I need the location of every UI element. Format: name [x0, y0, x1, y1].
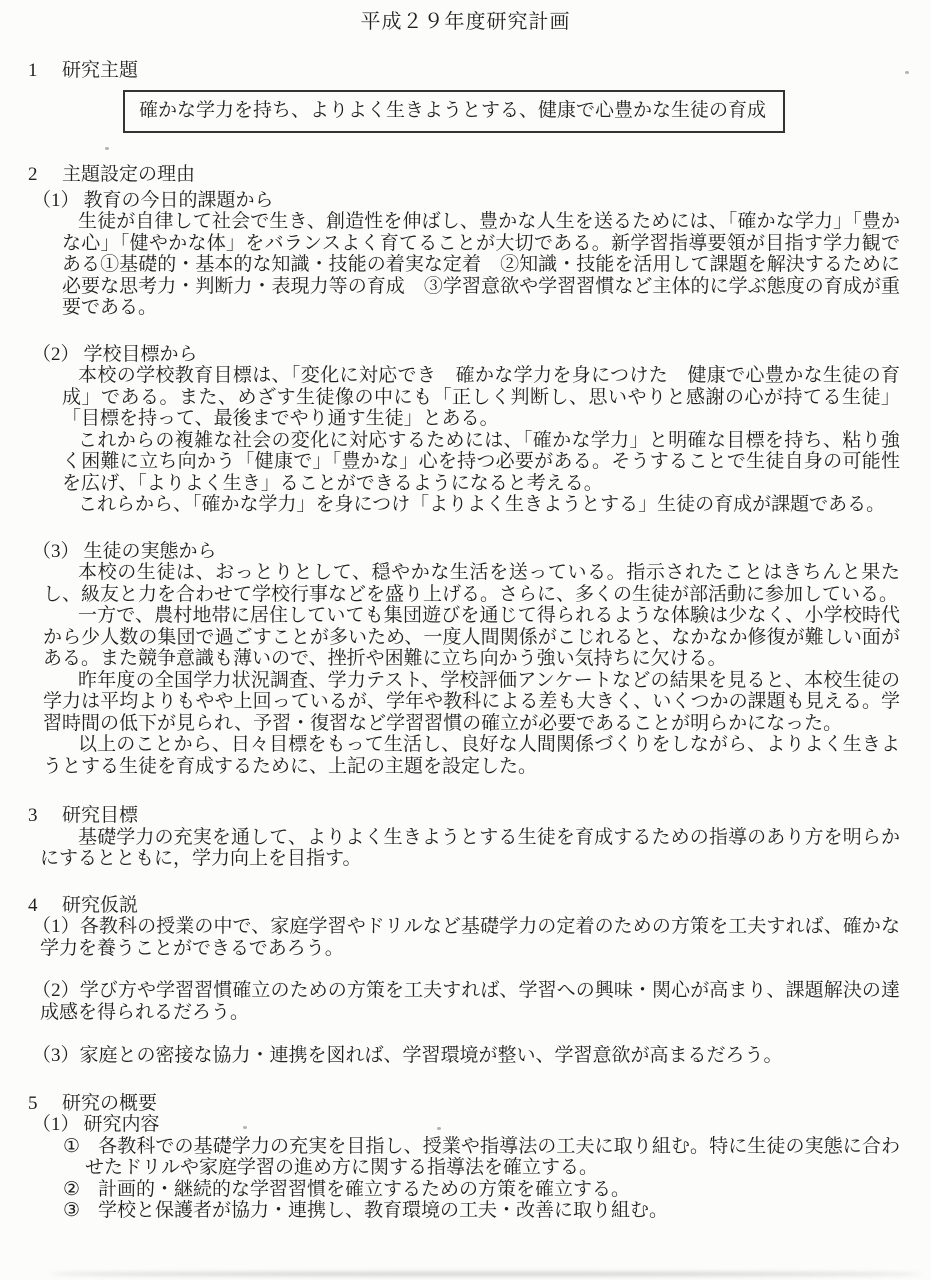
- section-3-heading: [28, 805, 931, 827]
- list-item-3-text: 学校と保護者が協力・連携し、教育環境の工夫・改善に取り組む。: [98, 1200, 669, 1221]
- paragraph: これからの複雑な社会の変化に対応するためには、「確かな学力」と明確な目標を持ち、粘り強く困難に立ち向かう「健康で」「豊かな」心を持つ必要がある。そうすることで生徒自身の可能性を広げ、「よりよく生き」ることができるようになると考える。: [62, 429, 900, 494]
- section-3-number: 3: [28, 805, 38, 826]
- hypothesis-2-label: （2）: [32, 980, 80, 1001]
- paragraph: 本校の学校教育目標は、「変化に対応でき 確かな学力を身につけた 健康で心豊かな生徒の育成」である。また、めざす生徒像の中にも「正しく判断し、思いやりと感謝の心が持てる生徒」「目標を持って、最後までやり通す生徒」とある。: [62, 365, 900, 429]
- section-1-title: 研究主題: [62, 60, 139, 81]
- subsection-2-2-label: （2）: [32, 343, 80, 365]
- paragraph: 基礎学力の充実を通して、よりよく生きようとする生徒を育成するための指導のあり方を明らかにするとともに，学力向上を目指す。: [40, 826, 900, 869]
- section-4-number: 4: [28, 894, 38, 916]
- subsection-2-2-title: 学校目標から: [83, 343, 198, 365]
- research-theme-text: 確かな学力を持ち、よりよく生きようとする、健康で心豊かな生徒の育成: [139, 99, 767, 121]
- hypothesis-1-text: 各教科の授業の中で、家庭学習やドリルなど基礎学力の定着のための方策を工夫すれば、確かな学力を養うことができるであろう。: [40, 916, 900, 959]
- subsection-2-1-heading: [32, 190, 931, 212]
- list-item-1-text: 各教科での基礎学力の充実を目指し、授業や指導法の工夫に取り組む。特に生徒の実態に合わせたドリルや家庭学習の進め方に関する指導法を確立する。: [85, 1135, 900, 1178]
- scan-smudge-artifact: [50, 1272, 921, 1276]
- subsection-2-1-title: 教育の今日的課題から: [83, 189, 274, 211]
- hypothesis-1-label: （1）: [32, 916, 80, 937]
- scan-speck-artifact: [105, 147, 109, 150]
- research-theme-box: [123, 90, 785, 134]
- list-item-1-marker: ①: [63, 1135, 81, 1157]
- section-2-number: 2: [28, 164, 38, 185]
- hypothesis-item: [32, 916, 900, 959]
- section-4-heading: [28, 895, 931, 917]
- section-2-title: 主題設定の理由: [62, 164, 196, 185]
- subsection-2-3-title: 生徒の実態から: [83, 540, 217, 562]
- section-5-number: 5: [28, 1092, 38, 1114]
- hypothesis-item: [32, 1045, 900, 1067]
- subsection-5-1-title: 研究内容: [83, 1114, 160, 1135]
- section-5-heading: [28, 1093, 931, 1115]
- hypothesis-2-text: 学び方や学習習慣確立のための方策を工夫すれば、学習への興味・関心が高まり、課題解決の達成感を得られるだろう。: [40, 980, 900, 1023]
- section-1-number: 1: [28, 60, 38, 81]
- scan-speck-artifact: [437, 1127, 441, 1130]
- hypothesis-3-text: 家庭との密接な協力・連携を図れば、学習環境が整い、学習意欲が高まるだろう。: [79, 1045, 783, 1066]
- subsection-2-3-label: （3）: [32, 540, 80, 562]
- scan-speck-artifact: [905, 71, 909, 74]
- section-2-heading: [28, 164, 931, 186]
- section-3-title: 研究目標: [62, 805, 139, 826]
- paragraph: 本校の生徒は、おっとりとして、穏やかな生活を送っている。指示されたことはきちんと果たし、級友と力を合わせて学校行事などを盛り上げる。さらに、多くの生徒が部活動に参加している。: [43, 562, 900, 605]
- section-4-title: 研究仮説: [62, 894, 139, 916]
- hypothesis-item: [32, 980, 900, 1023]
- list-item: [63, 1135, 900, 1179]
- list-item-2-marker: ②: [63, 1178, 81, 1200]
- scan-speck-artifact: [243, 1126, 247, 1129]
- subsection-2-1-label: （1）: [32, 189, 80, 211]
- paragraph: 以上のことから、日々目標をもって生活し、良好な人間関係づくりをしながら、よりよく生きようとする生徒を育成するために、上記の主題を設定した。: [43, 734, 900, 777]
- list-item-2-text: 計画的・継続的な学習習慣を確立するための方策を確立する。: [98, 1178, 631, 1200]
- document-title: 平成２９年度研究計画: [360, 11, 571, 33]
- list-item: [63, 1200, 900, 1222]
- subsection-5-1-label: （1）: [32, 1114, 80, 1135]
- section-5-title: 研究の概要: [62, 1092, 158, 1114]
- paragraph: これらから、「確かな学力」を身につけ「よりよく生きようとする」生徒の育成が課題である。: [78, 494, 886, 515]
- list-item: [63, 1178, 900, 1201]
- paragraph: 生徒が自律して社会で生き、創造性を伸ばし、豊かな人生を送るためには、「確かな学力」「豊かな心」「健やかな体」をバランスよく育てることが大切である。新学習指導要領が目指す学力観である①基礎的・基本的な知識・技能の着実な定着 ②知識・技能を活用して課題を解決するために必要な思考力・判断力・表現力等の育成 ③学習意欲や学習習慣など主体的に学ぶ態度の育成が重要である。: [62, 211, 900, 318]
- subsection-2-2-heading: [32, 344, 931, 366]
- section-1-heading: [28, 60, 931, 82]
- paragraph: 昨年度の全国学力状況調査、学力テスト、学校評価アンケートなどの結果を見ると、本校生徒の学力は平均よりもやや上回っているが、学年や教科による差も大きく、いくつかの課題も見える。学習時間の低下が見られ、予習・復習など学習習慣の確立が必要であることが明らかになった。: [43, 669, 900, 734]
- subsection-5-1-heading: [32, 1114, 931, 1136]
- subsection-2-3-heading: [32, 541, 931, 563]
- hypothesis-3-label: （3）: [32, 1045, 80, 1066]
- list-item-3-marker: ③: [63, 1200, 81, 1221]
- paragraph: 一方で、農村地帯に居住していても集団遊びを通じて得られるような体験は少なく、小学校時代から少人数の集団で過ごすことが多いため、一度人間関係がこじれると、なかなか修復が難しい面がある。また競争意識も薄いので、挫折や困難に立ち向かう強い気持ちに欠ける。: [43, 605, 900, 669]
